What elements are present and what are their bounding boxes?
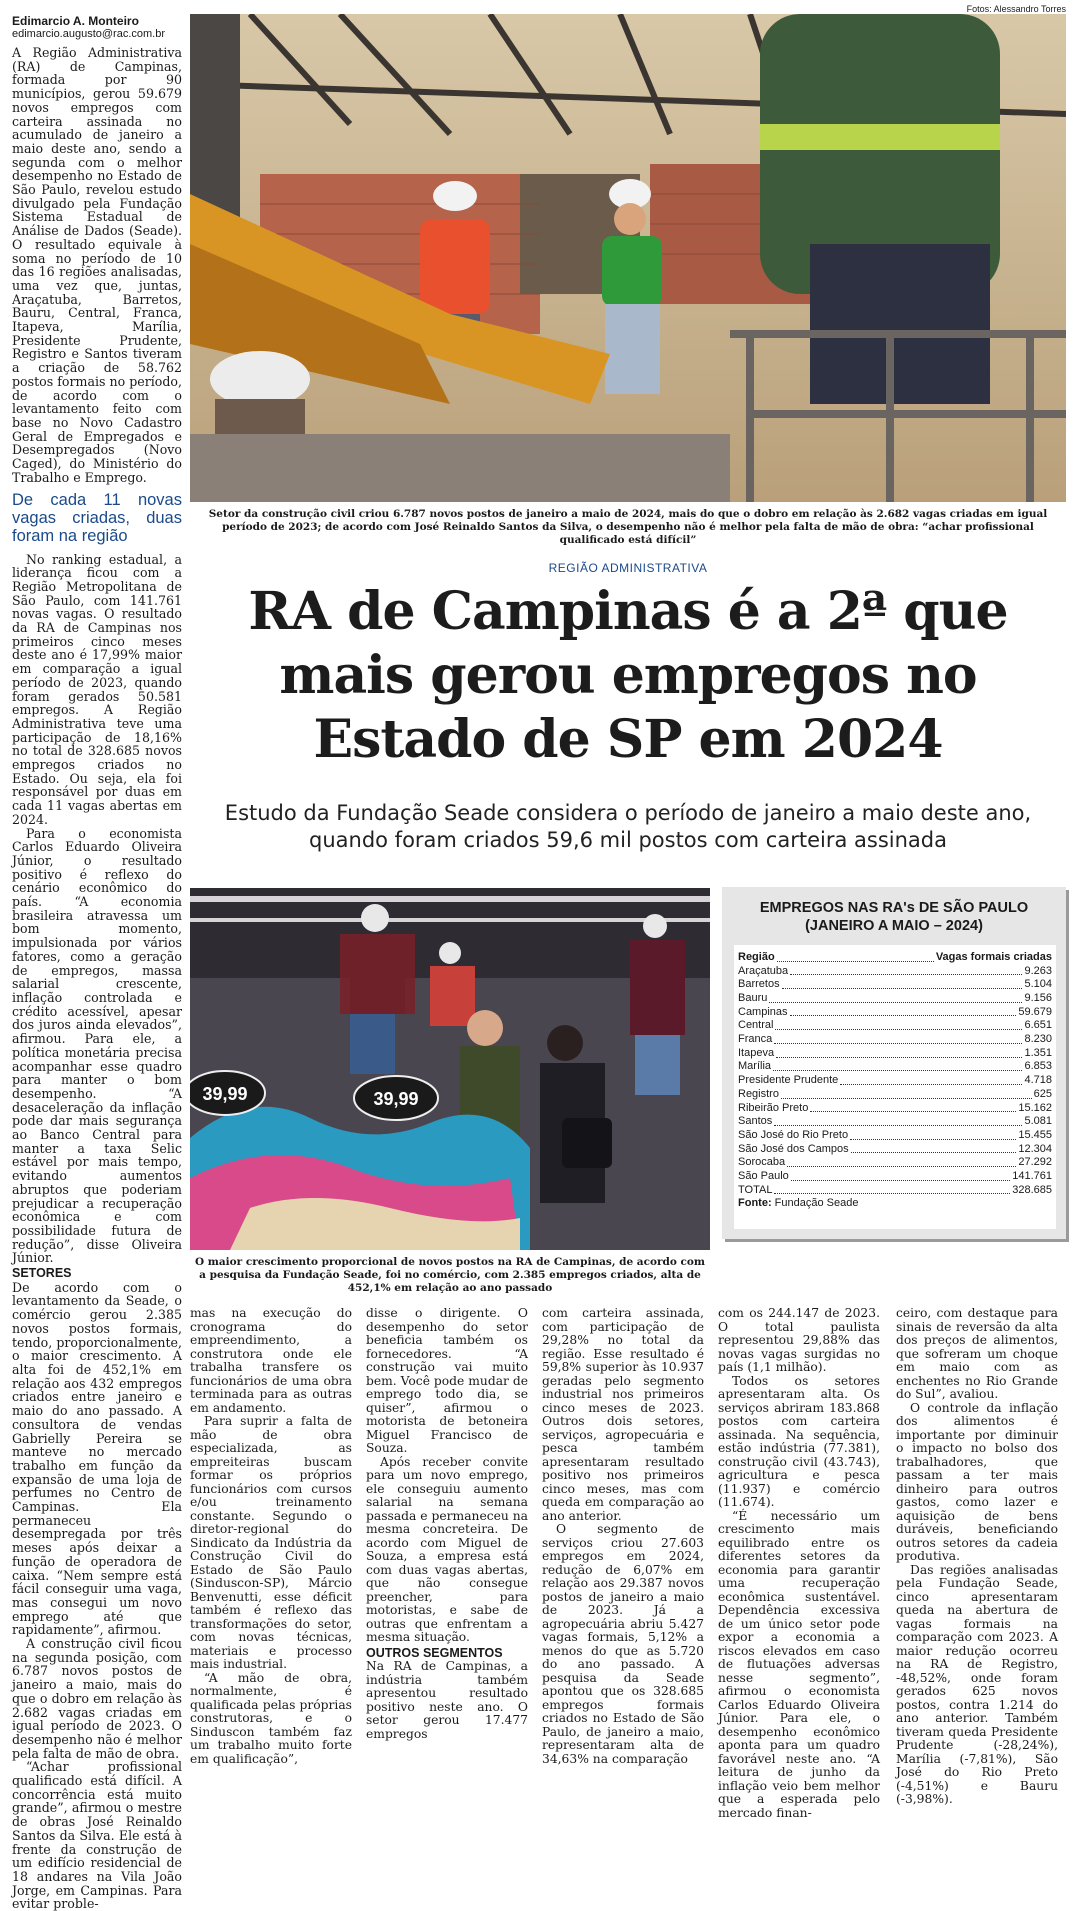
table-cell-region: Itapeva: [738, 1046, 775, 1059]
headline: RA de Campinas é a 2ª que mais gerou empregos no Estado de SP em 2024: [248, 581, 1008, 770]
table-row: [734, 1102, 1056, 1116]
table-cell-value: 15.162: [1018, 1101, 1052, 1114]
construction-scene-image: [190, 14, 1066, 502]
table-cell-region: Central: [738, 1019, 774, 1032]
paragraph: mas na execução do cronograma do empreendimento, a construtora onde ele trabalha transfere os funcionários de uma obra terminada para as outras em andamento.: [190, 1306, 352, 1415]
bottom-column-4: [718, 1307, 880, 1820]
paragraph: “A mão de obra, normalmente, é qualificada pelas próprias construtoras, e o Sinduscon também faz um trabalho muito forte em qualificação”,: [190, 1670, 352, 1766]
table-cell-value: 5.104: [1024, 978, 1052, 991]
paragraph: disse o dirigente. O desempenho do setor beneficia também os fornecedores. “A construção vai muito bem. Você pode mudar de emprego todo dia, se quiser”, afirmou o motorista de betoneira Miguel Francisco de Souza.: [366, 1306, 528, 1455]
table-row: [734, 1074, 1056, 1088]
table-row: [734, 965, 1056, 979]
table-cell-value: 625: [1033, 1087, 1052, 1100]
paragraph: A Região Administrativa (RA) de Campinas, formada por 90 municípios, gerou 59.679 novos empregos com carteira assinada no acumulado de janeiro a maio deste ano, sendo a segunda com o melhor desempenho no Estado de São Paulo, revelou estudo divulgado pela Fundação Sistema Estadual de Análise de Dados (Seade). O resultado equivale à soma no período de 10 das 16 regiões analisadas, uma vez que, juntas, Araçatuba, Barretos, Bauru, Central, Franca, Itapeva, Marília, Presidente Prudente, Registro e Santos tiveram a criação de 58.762 postos formais no período, de acordo com o levantamento feito com base no Novo Cadastro Geral de Empregados e Desempregados (Novo Caged), do Ministério do Trabalho e Emprego.: [12, 45, 182, 485]
table-source-text: Fundação Seade: [774, 1197, 859, 1210]
table-cell-region: Araçatuba: [738, 964, 789, 977]
table-cell-region: TOTAL: [738, 1183, 773, 1196]
table-cell-value: 5.081: [1024, 1115, 1052, 1128]
section-heading: OUTROS SEGMENTOS: [366, 1645, 503, 1660]
table-cell-region: Presidente Prudente: [738, 1074, 839, 1087]
author-name: Edimarcio A. Monteiro: [12, 14, 139, 28]
table-cell-region: Bauru: [738, 992, 768, 1005]
table-cell-value: 9.263: [1024, 964, 1052, 977]
paragraph: Para o economista Carlos Eduardo Oliveira Júnior, o resultado positivo é reflexo do cenário econômico do país. “A economia brasileira atravessa um bom momento, impulsionada por vários fatores, como a geração de empregos, massa salarial crescente, inflação controlada e crédito acessível, apesar dos juros ainda elevados”, afirmou. Para ele, a política monetária precisa acompanhar esse quadro para manter o bom desempenho. “A desaceleração da inflação pode dar mais segurança ao Banco Central para manter a taxa Selic estável por mais tempo, evitando aumentos abruptos que poderiam prejudicar a recuperação econômica e com possibilidade futura de redução”, disse Oliveira Júnior.: [12, 825, 182, 1266]
table-cell-value: 1.351: [1024, 1046, 1052, 1059]
table-cell-value: 6.651: [1024, 1019, 1052, 1032]
table-row: [734, 1129, 1056, 1143]
price-tag-1: 39,99: [202, 1084, 248, 1104]
table-cell-region: Franca: [738, 1033, 773, 1046]
table-header-row: [734, 951, 1056, 965]
table-rows: [734, 965, 1056, 1198]
bottom-column-1: [190, 1307, 352, 1766]
paragraph: De acordo com o levantamento da Seade, o comércio gerou 2.385 novos postos formais, tendo, proporcionalmente, o maior crescimento. A alta foi de 452,1% em relação aos 432 empregos criados entre janeiro e maio do ano passado. A consultora de vendas Gabrielly Pereira se manteve no mercado trabalho em função da expansão de uma loja de perfumes no Centro de Campinas. Ela permaneceu desempregada por três meses após deixar a função de operadora de caixa. “Nem sempre está fácil conseguir uma vaga, mas consegui um novo emprego até que rapidamente”, afirmou.: [12, 1279, 182, 1638]
table-cell-value: 328.685: [1012, 1183, 1052, 1196]
table-row: [734, 992, 1056, 1006]
table-source-label: Fonte:: [738, 1197, 772, 1210]
store-photo-caption: O maior crescimento proporcional de novos postos na RA de Campinas, de acordo com a pesquisa da Fundação Seade, foi no comércio, com 2.385 empregos criados, alta de 452,1% em relação ao ano passado: [194, 1256, 706, 1294]
kicker: REGIÃO ADMINISTRATIVA: [548, 561, 708, 575]
paragraph: No ranking estadual, a liderança ficou com a Região Metropolitana de São Paulo, com 141.761 novas vagas. O resultado da RA de Campinas nos primeiros cinco meses deste ano é 17,99% maior em comparação a igual período de 2023, quando foram gerados 50.581 empregos. A Região Administrativa teve uma participação de 18,16% no total de 328.685 novos empregos criados no Estado. Ou seja, ela foi responsável por duas em cada 11 vagas abertas em 2024.: [12, 551, 182, 827]
table-row: [734, 1019, 1056, 1033]
table-cell-region: Sorocaba: [738, 1156, 786, 1169]
paragraph: O segmento de serviços criou 27.603 empregos em 2024, redução de 6,07% em relação aos 29.387 novos postos de janeiro a maio de 2023. Já a agropecuária abriu 5.427 vagas formais, 5,12% a menos do que as 5.720 do ano passado. A pesquisa da Seade apontou que os 328.685 empregos formais criados no Estado de São Paulo, de janeiro a maio, representaram alta de 34,63% na comparação: [542, 1522, 704, 1766]
table-cell-region: Ribeirão Preto: [738, 1101, 809, 1114]
table-header-region: Região: [738, 950, 775, 963]
construction-photo: [190, 14, 1066, 502]
price-tag-2: 39,99: [373, 1089, 419, 1109]
paragraph: Das regiões analisadas pela Fundação Seade, cinco apresentaram queda na abertura de vagas formais na comparação com 2023. A maior redução ocorreu na RA de Registro, -48,52%, onde foram gerados 625 novos postos, contra 1.214 do ano anterior. Também tiveram queda Presidente Prudente (-28,24%), Marília (-7,81%), São José do Rio Preto (-4,51%) e Bauru (-3,98%).: [896, 1562, 1058, 1806]
table-cell-region: Santos: [738, 1115, 773, 1128]
subheadline: Estudo da Fundação Seade considera o período de janeiro a maio deste ano, quando foram criados 59,6 mil postos com carteira assinada: [224, 801, 1032, 852]
table-row: [734, 1047, 1056, 1061]
table-row: [734, 1143, 1056, 1157]
clothing-store-image: [190, 888, 710, 1250]
table-cell-region: Barretos: [738, 978, 780, 991]
left-column: [12, 46, 182, 1911]
byline: [12, 14, 182, 40]
table-title-line1: EMPREGOS NAS RA's DE SÃO PAULO: [759, 900, 1029, 916]
bottom-column-2: [366, 1307, 528, 1741]
top-photo-caption: Setor da construção civil criou 6.787 novos postos de janeiro a maio de 2024, mais do que o dobro em relação às 2.682 vagas criadas em igual período de 2023; de acordo com José Reinaldo Santos da Silva, o desempenho não é melhor pela falta de mão de obra: “achar profissional qualificado está difícil”: [208, 508, 1048, 546]
table-cell-value: 6.853: [1024, 1060, 1052, 1073]
bottom-column-3: [542, 1307, 704, 1766]
employment-table-box: [722, 887, 1066, 1239]
table-row: [734, 1156, 1056, 1170]
bottom-column-5: [896, 1307, 1058, 1807]
section-heading: SETORES: [12, 1266, 72, 1281]
paragraph: com carteira assinada, com participação de 29,28% no total da região. Esse resultado é 59,8% superior às 10.937 geradas pelo segmento industrial nos primeiros cinco meses de 2023. Outros dois setores, serviços, agropecuária e pesca também apresentaram resultado positivo nos primeiros cinco meses, mas com queda em comparação ao ano anterior.: [542, 1306, 704, 1523]
table-cell-value: 59.679: [1018, 1005, 1052, 1018]
paragraph: Na RA de Campinas, a indústria também apresentou resultado positivo neste ano. O setor gerou 17.477 empregos: [366, 1659, 528, 1741]
side-subhead: De cada 11 novas vagas criadas, duas foram na região: [12, 490, 182, 545]
paragraph: “Achar profissional qualificado está difícil. A concorrência está muito grande”, afirmou o mestre de obras José Reinaldo Santos da Silva. Ele está à frente da construção de um edifício residencial de 18 andares na Vila João Jorge, em Campinas. Para evitar proble-: [12, 1759, 182, 1911]
author-email[interactable]: edimarcio.augusto@rac.com.br: [12, 28, 166, 40]
paragraph: Todos os setores apresentaram alta. Os serviços abriram 183.868 postos com carteira assinada. Na sequência, estão indústria (77.381), construção civil (43.743), agricultura e pesca (11.937) e comércio (11.674).: [718, 1373, 880, 1509]
table-cell-value: 15.455: [1018, 1128, 1052, 1141]
paragraph: Para suprir a falta de mão de obra especializada, as empreiteiras buscam formar os próprios funcionários com cursos e/ou treinamento constante. Segundo o diretor-regional do Sindicato da Indústria da Construção Civil do Estado de São Paulo (Sinduscon-SP), Márcio Benvenutti, esse déficit também é reflexo das transformações do setor, com novas técnicas, materiais e processo mais industrial.: [190, 1414, 352, 1671]
photo-credit: Fotos: Alessandro Torres: [966, 4, 1066, 14]
table-title-line2: (JANEIRO A MAIO – 2024): [805, 918, 983, 934]
table-cell-value: 27.292: [1018, 1156, 1052, 1169]
table-cell-value: 12.304: [1018, 1142, 1052, 1155]
paragraph: A construção civil ficou na segunda posição, com 6.787 novos postos de janeiro a maio, mais do que o dobro em relação às 2.682 vagas criadas em igual período de 2023. O desempenho não é melhor pela falta de mão de obra.: [12, 1636, 182, 1761]
employment-table: [734, 945, 1056, 1229]
paragraph: “É necessário um crescimento mais equilibrado entre os diferentes setores da economia para garantir uma recuperação econômica sustentável. Dependência excessiva de um único setor pode expor a economia a riscos elevados em caso de flutuações adversas nesse segmento”, afirmou o economista Carlos Eduardo Oliveira Júnior. Para ele, o desempenho econômico aponta para um quadro favorável neste ano. “A leitura de junho da inflação veio bem melhor que a esperada pelo mercado finan-: [718, 1508, 880, 1820]
table-row: [734, 1170, 1056, 1184]
table-cell-value: 141.761: [1012, 1169, 1052, 1182]
table-cell-region: São Paulo: [738, 1169, 789, 1182]
paragraph: O controle da inflação dos alimentos é importante por diminuir o impacto no bolso dos trabalhadores, que passam a ter mais dinheiro para outros gastos, como lazer e aquisição de bens duráveis, beneficiando outros setores da cadeia produtiva.: [896, 1400, 1058, 1563]
table-row: [734, 1033, 1056, 1047]
table-cell-region: São José dos Campos: [738, 1142, 849, 1155]
table-cell-region: São José do Rio Preto: [738, 1128, 849, 1141]
table-source: [734, 1197, 1056, 1211]
table-row: [734, 1088, 1056, 1102]
table-cell-value: 4.718: [1024, 1074, 1052, 1087]
table-row: [734, 1061, 1056, 1075]
table-row: [734, 1184, 1056, 1198]
table-cell-region: Campinas: [738, 1005, 788, 1018]
table-cell-region: Registro: [738, 1087, 779, 1100]
store-photo: [190, 888, 710, 1250]
paragraph: Após receber convite para um novo emprego, ele conseguiu aumento salarial na semana passada e permaneceu na mesma concreteira. De acordo com Miguel de Souza, a empresa está com duas vagas abertas, que não consegue preencher, para motoristas, e sabe de outras que enfrentam a mesma situação.: [366, 1454, 528, 1644]
table-row: [734, 978, 1056, 992]
table-cell-value: 8.230: [1024, 1033, 1052, 1046]
paragraph: ceiro, com destaque para sinais de reversão da alta dos preços de alimentos, que sofreram um choque em maio com as enchentes no Rio Grande do Sul”, avaliou.: [896, 1306, 1058, 1401]
table-row: [734, 1006, 1056, 1020]
table-cell-region: Marília: [738, 1060, 772, 1073]
table-row: [734, 1115, 1056, 1129]
table-header-value: Vagas formais criadas: [935, 950, 1052, 963]
table-cell-value: 9.156: [1024, 992, 1052, 1005]
paragraph: com os 244.147 de 2023. O total paulista representou 29,88% das novas vagas surgidas no país (1,1 milhão).: [718, 1306, 880, 1374]
